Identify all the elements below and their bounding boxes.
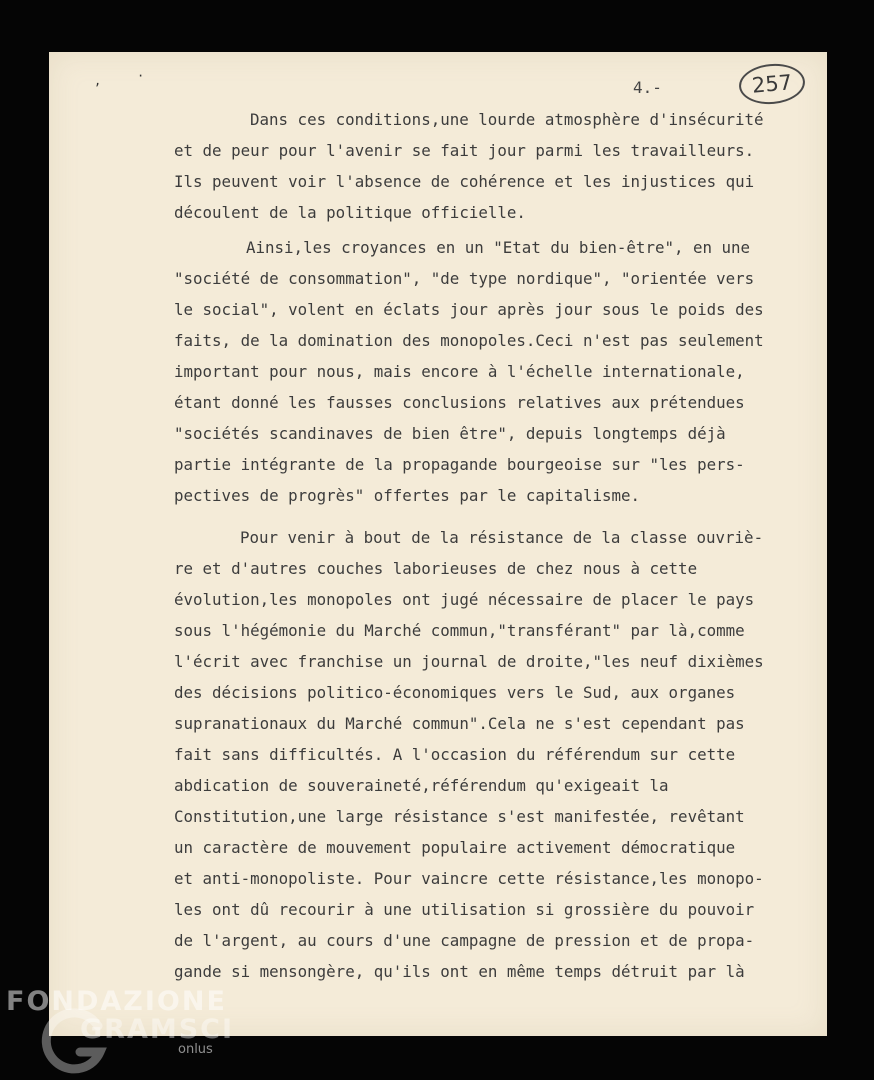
watermark xyxy=(6,986,236,1076)
text-line: Ainsi,les croyances en un "Etat du bien-être", en une xyxy=(246,238,751,257)
text-line: Dans ces conditions,une lourde atmosphère d'insécurité xyxy=(250,110,764,129)
text-line: le social", volent en éclats jour après jour sous le poids des xyxy=(174,300,764,319)
text-line: gande si mensongère, qu'ils ont en même temps détruit par là xyxy=(174,962,745,981)
text-line: les ont dû recourir à une utilisation si grossière du pouvoir xyxy=(174,900,755,919)
text-line: abdication de souveraineté,référendum qu'exigeait la xyxy=(174,776,669,795)
text-line: découlent de la politique officielle. xyxy=(174,203,526,222)
text-line: pectives de progrès" offertes par le capitalisme. xyxy=(174,486,641,505)
text-line: évolution,les monopoles ont jugé nécessaire de placer le pays xyxy=(174,590,755,609)
text-line: Constitution,une large résistance s'est manifestée, revêtant xyxy=(174,807,745,826)
archive-number-stamp xyxy=(737,61,806,107)
text-line: Ils peuvent voir l'absence de cohérence et les injustices qui xyxy=(174,172,755,191)
text-line: des décisions politico-économiques vers le Sud, aux organes xyxy=(174,683,736,702)
text-line: re et d'autres couches laborieuses de chez nous à cette xyxy=(174,559,698,578)
text-line: fait sans difficultés. A l'occasion du référendum sur cette xyxy=(174,745,736,764)
text-line: faits, de la domination des monopoles.Ceci n'est pas seulement xyxy=(174,331,764,350)
margin-mark: · xyxy=(137,69,145,83)
text-line: Pour venir à bout de la résistance de la classe ouvriè- xyxy=(240,528,764,547)
watermark-title: FONDAZIONE xyxy=(6,986,227,1017)
text-line: "sociétés scandinaves de bien être", depuis longtemps déjà xyxy=(174,424,726,443)
margin-mark: , xyxy=(94,74,102,88)
text-line: "société de consommation", "de type nordique", "orientée vers xyxy=(174,269,755,288)
document-page xyxy=(49,52,827,1036)
archive-number: 257 xyxy=(750,70,794,98)
watermark-suffix: onlus xyxy=(178,1042,213,1057)
text-line: et anti-monopoliste. Pour vaincre cette résistance,les monopo- xyxy=(174,869,764,888)
text-line: de l'argent, au cours d'une campagne de pression et de propa- xyxy=(174,931,755,950)
page-number: 4.- xyxy=(633,78,662,97)
text-line: et de peur pour l'avenir se fait jour parmi les travailleurs. xyxy=(174,141,755,160)
text-line: partie intégrante de la propagande bourgeoise sur "les pers- xyxy=(174,455,745,474)
text-line: important pour nous, mais encore à l'échelle internationale, xyxy=(174,362,745,381)
text-line: l'écrit avec franchise un journal de droite,"les neuf dixièmes xyxy=(174,652,764,671)
text-line: sous l'hégémonie du Marché commun,"transférant" par là,comme xyxy=(174,621,745,640)
text-line: supranationaux du Marché commun".Cela ne s'est cependant pas xyxy=(174,714,745,733)
watermark-subtitle: GRAMSCI xyxy=(80,1014,235,1045)
text-line: étant donné les fausses conclusions relatives aux prétendues xyxy=(174,393,745,412)
text-line: un caractère de mouvement populaire activement démocratique xyxy=(174,838,736,857)
